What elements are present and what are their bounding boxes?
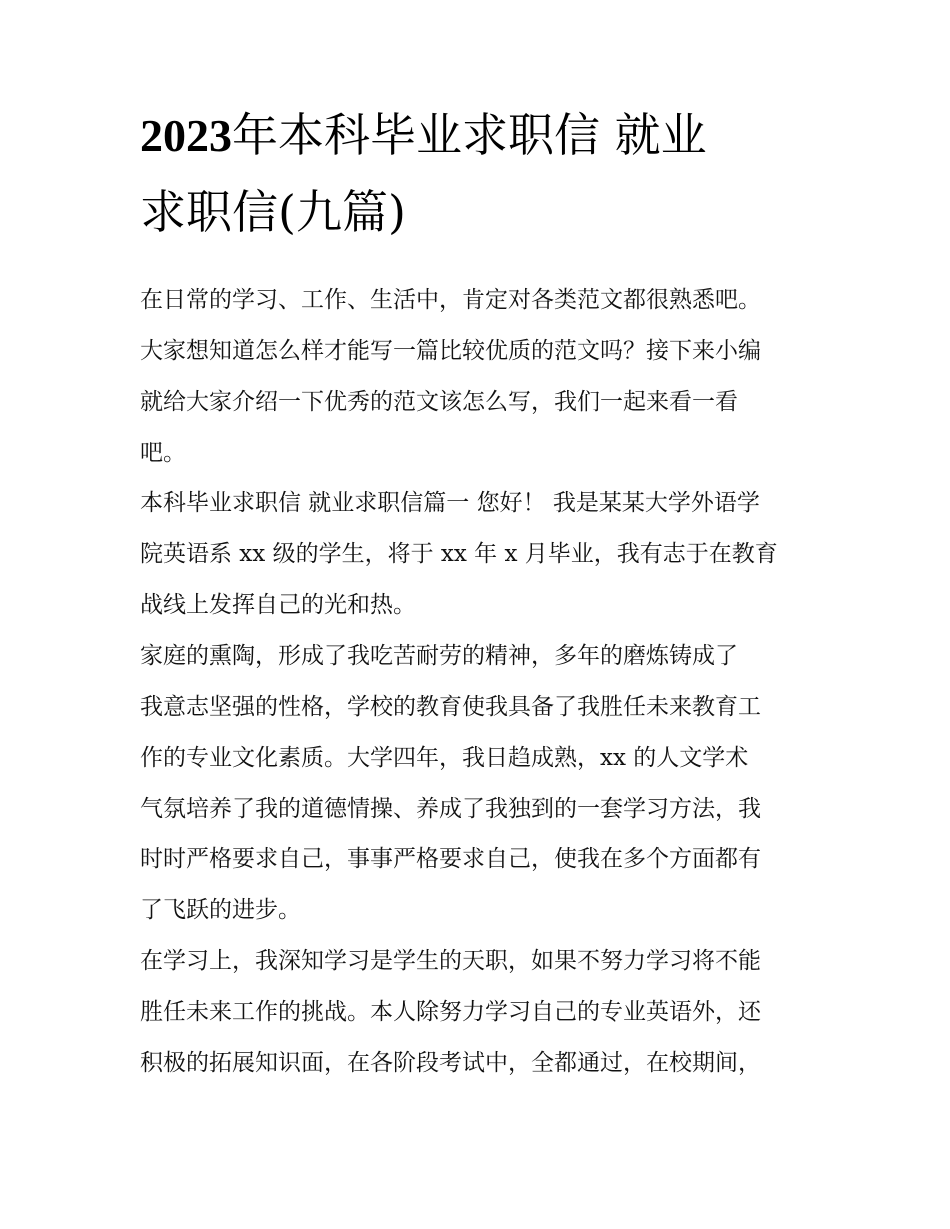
body-line: 胜任未来工作的挑战。本人除努力学习自己的专业英语外，还 — [140, 999, 761, 1025]
body-line: 大家想知道怎么样才能写一篇比较优质的范文吗？接下来小编 — [140, 338, 761, 364]
body-line: 本科毕业求职信 就业求职信篇一 您好！ 我是某某大学外语学 — [140, 490, 760, 516]
body-line: 吧。 — [140, 440, 186, 466]
title-line-1-text: 年本科毕业求职信 就业 — [232, 108, 707, 162]
body-line: 院英语系 xx 级的学生，将于 xx 年 x 月毕业，我有志于在教育 — [140, 541, 778, 567]
body-line: 在学习上，我深知学习是学生的天职，如果不努力学习将不能 — [140, 948, 761, 974]
body-line: 就给大家介绍一下优秀的范文该怎么写，我们一起来看一看 — [140, 389, 738, 415]
body-line: 时时严格要求自己，事事严格要求自己，使我在多个方面都有 — [140, 846, 761, 872]
body-line: 在日常的学习、工作、生活中，肯定对各类范文都很熟悉吧。 — [140, 287, 761, 313]
body-line: 我意志坚强的性格，学校的教育使我具备了我胜任未来教育工 — [140, 694, 761, 720]
body-line: 气氛培养了我的道德情操、养成了我独到的一套学习方法，我 — [140, 796, 761, 822]
title-line-1 — [140, 108, 820, 189]
body-line: 作的专业文化素质。大学四年，我日趋成熟，xx 的人文学术 — [140, 745, 749, 771]
body-line: 了飞跃的进步。 — [140, 897, 301, 923]
document-title — [140, 108, 820, 266]
body-line: 战线上发挥自己的光和热。 — [140, 592, 416, 618]
title-year: 2023 — [140, 110, 232, 161]
body-line: 家庭的熏陶，形成了我吃苦耐劳的精神，多年的磨炼铸成了 — [140, 643, 738, 669]
body-line: 积极的拓展知识面，在各阶段考试中，全都通过，在校期间， — [140, 1050, 761, 1076]
title-line-2: 求职信(九篇) — [140, 185, 406, 239]
